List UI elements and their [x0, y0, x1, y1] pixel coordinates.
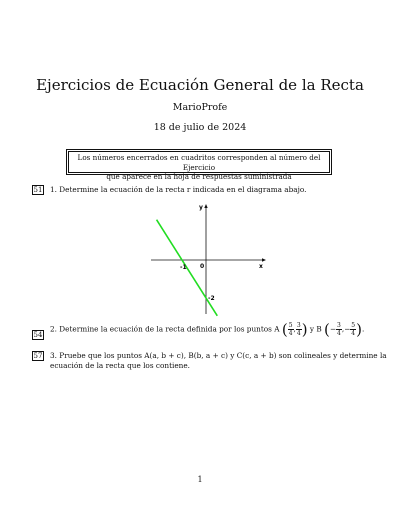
- date: 18 de julio de 2024: [153, 122, 247, 133]
- point-a-x: [288, 322, 294, 337]
- point-a-x-denominator: 4: [288, 330, 293, 337]
- exercise-2-answer-box: 54: [33, 331, 43, 339]
- exercise-3-number: 3.: [50, 351, 57, 360]
- exercise-3-answer-box: 57: [33, 352, 43, 360]
- point-b-x-sign: −: [329, 324, 336, 334]
- y-axis-arrow: [204, 204, 207, 208]
- exercise-3-line-1: Pruebe que los puntos A(a, b + c), B(b, a + c) y C(c, a + b) son colineales y determine la: [59, 351, 387, 360]
- document-title: Ejercicios de Ecuación General de la Recta: [36, 76, 364, 94]
- point-a-open-paren: (: [281, 320, 288, 339]
- point-b-y-denominator: 4: [351, 330, 356, 337]
- y-intercept-label: -2: [208, 295, 215, 302]
- point-b-open-paren: (: [324, 320, 330, 339]
- page-number: 1: [197, 475, 203, 484]
- x-axis-arrow: [262, 258, 266, 261]
- author: MarioProfe: [172, 102, 228, 113]
- exercise-1-answer-box: 51: [33, 186, 43, 194]
- exercise-2-connector: y B: [309, 324, 322, 334]
- instructions-line-2: que aparece en la hoja de respuestas suministrada: [106, 172, 292, 181]
- point-b-y-numerator: 5: [351, 322, 356, 329]
- point-b-y-sign: −: [344, 324, 351, 334]
- instructions-line-1: Los números encerrados en cuadritos corresponden al número del Ejercicio: [77, 153, 321, 172]
- exercise-2-number: 2.: [50, 324, 57, 334]
- x-axis-label: x: [259, 263, 263, 270]
- point-b-x-numerator: 3: [337, 322, 341, 329]
- point-b-close-paren: ): [356, 320, 362, 339]
- line-graph: [148, 200, 268, 320]
- instructions-inner: [68, 151, 330, 181]
- exercise-1: [50, 185, 307, 195]
- point-a-y-denominator: 4: [296, 330, 301, 337]
- point-b-x-denominator: 4: [337, 330, 341, 337]
- origin-label: 0: [200, 263, 205, 270]
- x-intercept-label: -1: [180, 264, 187, 271]
- exercise-2-period: .: [361, 324, 365, 334]
- point-a-y-numerator: 3: [296, 322, 301, 329]
- exercise-3-line-2: ecuación de la recta que los contiene.: [50, 361, 190, 370]
- point-a-x-numerator: 5: [288, 322, 293, 329]
- point-b-x: [336, 322, 342, 337]
- point-a-close-paren: ): [301, 320, 308, 339]
- exercise-2: 2. Determine la ecuación de la recta definida por los puntos A ( $\frac{5}{4}$ , $\frac{3}{4}$ ) y B (− $\frac{3}{4}$ ,− $\frac{5}{4}$ ).: [50, 320, 365, 339]
- exercise-1-number: 1.: [50, 185, 57, 194]
- y-axis-label: y: [199, 204, 203, 211]
- exercise-1-text: Determine la ecuación de la recta r indicada en el diagrama abajo.: [59, 185, 307, 194]
- instructions-box: [66, 149, 332, 181]
- exercise-2-text: Determine la ecuación de la recta definida por los puntos A: [59, 324, 280, 334]
- exercise-3: [50, 351, 387, 371]
